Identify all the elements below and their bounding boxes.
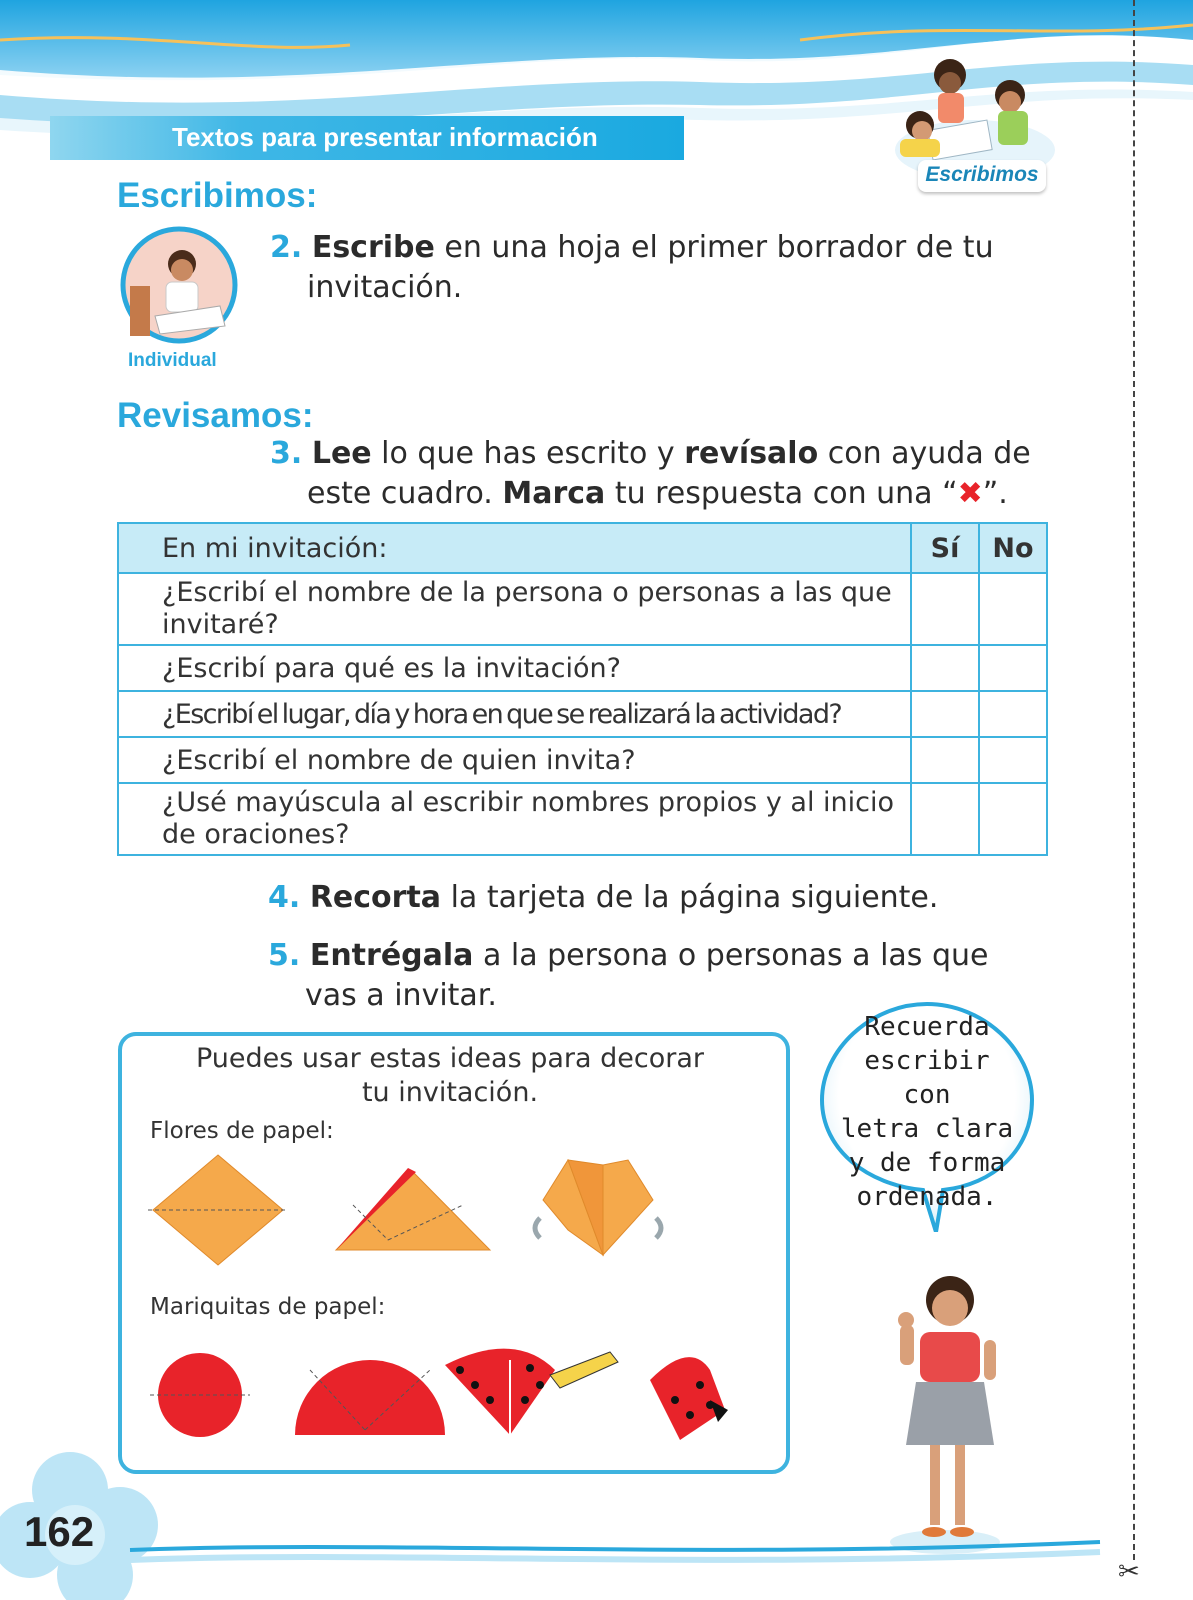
table-header-row [118, 523, 1047, 573]
step-5-text: a la persona o personas a las que [473, 938, 989, 973]
activity-badge [918, 160, 1046, 192]
answer-cell-no[interactable] [979, 783, 1047, 855]
tip-line: Recuerda [864, 1012, 990, 1042]
checklist-question: ¿Escribí el nombre de la persona o personas a las que invitaré? [118, 573, 911, 645]
checklist-question: ¿Usé mayúscula al escribir nombres propios y al inicio de oraciones? [118, 783, 911, 855]
girl-thumbs-up-illustration [880, 1270, 1010, 1560]
step-3-number: 3. [270, 436, 303, 471]
step-3-line2a: este cuadro. [307, 476, 503, 511]
page-number: 162 [24, 1508, 95, 1555]
step-3 [270, 434, 1060, 514]
answer-cell-no[interactable] [979, 645, 1047, 691]
tip-line: ordenada. [856, 1182, 998, 1212]
ideas-title-line1: Puedes usar estas ideas para decorar [195, 1043, 705, 1074]
step-2-verb: Escribe [311, 230, 435, 265]
step-2-number: 2. [270, 230, 303, 265]
ladybugs-label: Mariquitas de papel: [150, 1294, 386, 1320]
scissors-icon: ✂ [1118, 1557, 1140, 1587]
table-header-yes: Sí [911, 523, 979, 573]
step-3-text1: lo que has escrito y [371, 436, 685, 471]
table-row [118, 783, 1047, 855]
answer-cell-no[interactable] [979, 691, 1047, 737]
step-4-verb: Recorta [309, 880, 442, 915]
paper-ladybug-steps [150, 1340, 740, 1450]
flower-step-2 [336, 1168, 490, 1250]
table-row [118, 691, 1047, 737]
step-3-verb-revisalo: revísalo [684, 436, 819, 471]
step-2-text: en una hoja el primer borrador de tu [434, 230, 994, 265]
flower-step-3 [535, 1160, 661, 1255]
tip-line: y de forma [848, 1148, 1006, 1178]
step-2 [270, 228, 1030, 308]
answer-cell-no[interactable] [979, 737, 1047, 783]
writing-heading: Escribimos: [117, 176, 318, 215]
step-4-text: la tarjeta de la página siguiente. [441, 880, 939, 915]
tip-line: letra clara [840, 1114, 1014, 1144]
answer-cell-yes[interactable] [911, 573, 979, 645]
section-banner [50, 116, 684, 160]
step-3-verb-marca: Marca [502, 476, 606, 511]
answer-cell-yes[interactable] [911, 737, 979, 783]
x-mark-icon: ✖ [957, 476, 983, 511]
answer-cell-yes[interactable] [911, 645, 979, 691]
checklist-question: ¿Escribí para qué es la invitación? [118, 645, 911, 691]
step-2-text-line2: invitación. [307, 270, 463, 305]
flowers-label: Flores de papel: [150, 1118, 334, 1144]
tip-line: escribir con [864, 1046, 990, 1110]
table-row [118, 737, 1047, 783]
step-3-verb-lee: Lee [311, 436, 372, 471]
checklist-question: ¿Escribí el lugar, día y hora en que se realizará la actividad? [118, 691, 911, 737]
table-row [118, 573, 1047, 645]
tip-text [836, 1010, 1018, 1214]
ladybug-step-4 [650, 1357, 728, 1440]
step-4 [268, 878, 1028, 918]
review-checklist-table [117, 522, 1048, 856]
ideas-title [150, 1042, 750, 1110]
ladybug-step-3 [445, 1349, 618, 1435]
section-title: Textos para presentar información [172, 122, 598, 152]
step-3-text2: con ayuda de [818, 436, 1031, 471]
answer-cell-yes[interactable] [911, 783, 979, 855]
badge-label: Escribimos [925, 163, 1039, 186]
individual-label: Individual [128, 350, 217, 371]
review-heading: Revisamos: [117, 396, 314, 435]
table-header-label: En mi invitación: [118, 523, 911, 573]
ideas-title-line2: tu invitación. [361, 1077, 539, 1108]
ladybug-step-1 [150, 1353, 250, 1437]
cut-line [1133, 0, 1135, 1560]
table-header-no: No [979, 523, 1047, 573]
step-3-line2c: ”. [982, 476, 1008, 511]
table-row [118, 645, 1047, 691]
individual-avatar [120, 226, 238, 344]
step-3-line2b: tu respuesta con una “ [605, 476, 958, 511]
answer-cell-yes[interactable] [911, 691, 979, 737]
step-5-verb: Entrégala [309, 938, 474, 973]
step-5-number: 5. [268, 938, 301, 973]
step-5-text-line2: vas a invitar. [305, 978, 497, 1013]
flower-step-1 [148, 1155, 288, 1265]
ladybug-step-2 [295, 1360, 445, 1435]
paper-flower-steps [148, 1150, 688, 1270]
bottom-wave-decoration [0, 1530, 1193, 1600]
checklist-question: ¿Escribí el nombre de quien invita? [118, 737, 911, 783]
step-4-number: 4. [268, 880, 301, 915]
answer-cell-no[interactable] [979, 573, 1047, 645]
